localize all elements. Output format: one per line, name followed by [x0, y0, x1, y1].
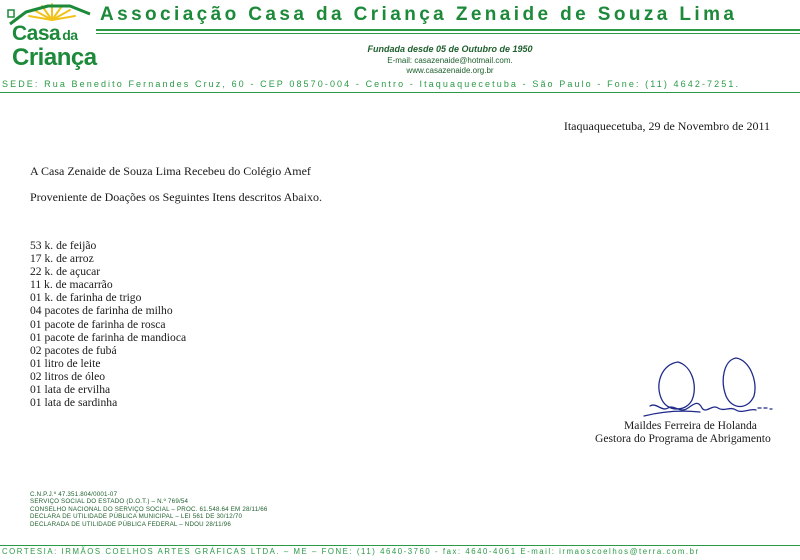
header-divider-thin [96, 33, 800, 34]
logo [4, 2, 97, 76]
registry-line: SERVIÇO SOCIAL DO ESTADO (D.O.T.) – N.º 769/54 [30, 498, 189, 506]
letter-subintro: Proveniente de Doações os Seguintes Itens descritos Abaixo. [30, 190, 322, 204]
list-item: 01 pacote de farinha de rosca [30, 317, 166, 331]
registry-info [30, 491, 268, 528]
courtesy-line: CORTESIA: IRMÃOS COELHOS ARTES GRÁFICAS LTDA. – ME – FONE: (11) 4640-3760 - fax: 4640-4061 E-mail: irmaoscoelhos@terra.com.br [2, 547, 700, 556]
list-item: 01 litro de leite [30, 356, 101, 370]
logo-text-da: da [62, 27, 78, 43]
list-item: 02 pacotes de fubá [30, 343, 117, 357]
registry-line: DECLARA DE UTILIDADE PÚBLICA MUNICIPAL – LEI 561 DE 30/12/70 [30, 513, 243, 521]
logo-text-casa: Casa da [12, 22, 78, 45]
founded-date: Fundada desde 05 de Outubro de 1950 [367, 44, 533, 54]
list-item: 53 k. de feijão [30, 239, 97, 252]
list-item: 01 pacote de farinha de mandioca [30, 330, 187, 344]
header-divider [96, 29, 800, 31]
registry-line: CONSELHO NACIONAL DO SERVIÇO SOCIAL – PROC. 61.548.64 EM 28/11/66 [30, 505, 268, 513]
list-item: 01 lata de sardinha [30, 396, 118, 410]
letter-intro: A Casa Zenaide de Souza Lima Recebeu do Colégio Amef [30, 164, 311, 178]
contact-email: E-mail: casazenaide@hotmail.com. [387, 56, 513, 65]
registry-line: DECLARADA DE UTILIDADE PÚBLICA FEDERAL – NDOU 28/11/96 [30, 520, 231, 528]
registry-line: C.N.P.J.º 47.351.804/0001-07 [30, 491, 118, 498]
list-item: 11 k. de macarrão [30, 278, 113, 292]
contact-website: www.casazenaide.org.br [406, 66, 494, 75]
list-item: 17 k. de arroz [30, 252, 94, 266]
signatory-name: Maildes Ferreira de Holanda [624, 419, 757, 432]
list-item: 04 pacotes de farinha de milho [30, 304, 173, 318]
letter-date: Itaquaquecetuba, 29 de Novembro de 2011 [563, 119, 770, 133]
logo-text-crianca: Criança [12, 44, 97, 71]
footer-divider [0, 545, 800, 546]
address-line: SEDE: Rua Benedito Fernandes Cruz, 60 - CEP 08570-004 - Centro - Itaquaquecetuba - São Paulo - Fone: (11) 4642-7251. [2, 79, 741, 89]
donation-items-list [30, 239, 186, 409]
list-item: 01 lata de ervilha [30, 383, 111, 397]
list-item: 01 k. de farinha de trigo [30, 291, 142, 305]
address-divider [0, 92, 800, 93]
list-item: 22 k. de açucar [30, 265, 101, 279]
signatory-role: Gestora do Programa de Abrigamento [595, 432, 771, 445]
handwritten-signature [640, 354, 780, 426]
list-item: 02 litros de óleo [30, 369, 106, 383]
organization-name: Associação Casa da Criança Zenaide de Souza Lima [100, 4, 738, 25]
